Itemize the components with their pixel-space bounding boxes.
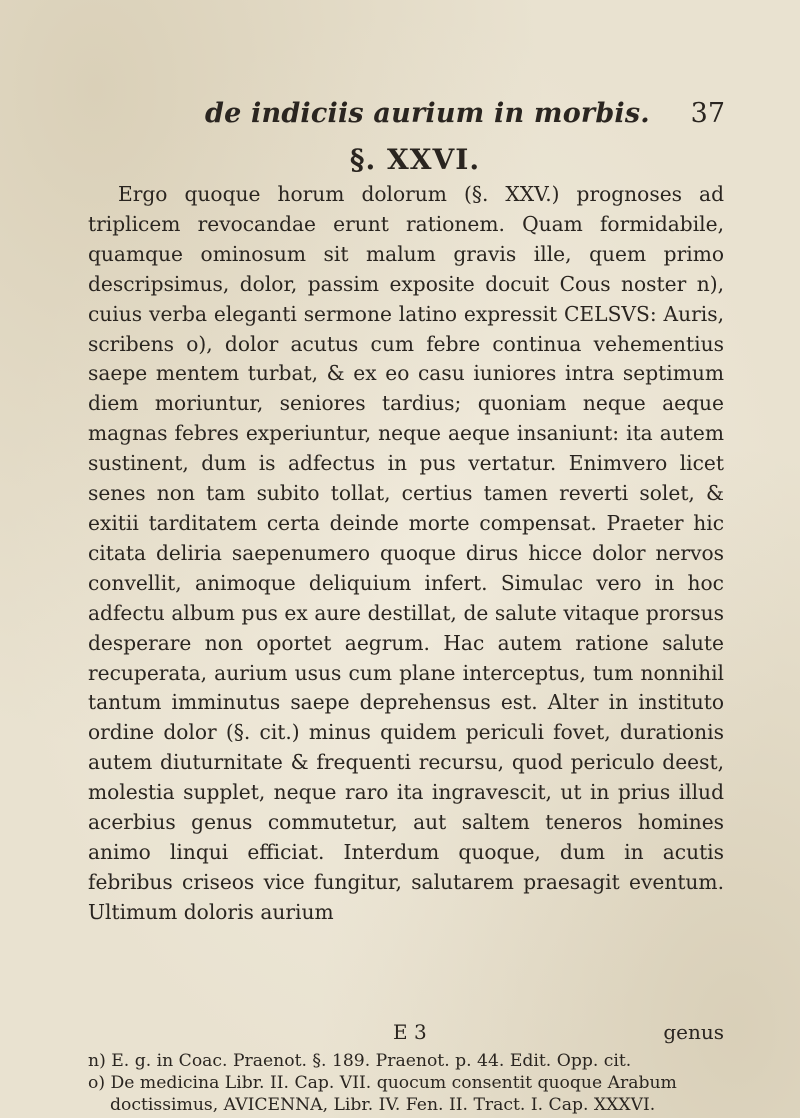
running-head [205, 98, 725, 138]
body-paragraph: Ergo quoque horum dolorum (§. XXV.) prognoses ad triplicem revocandae erunt rationem. Quam formidabile, quamque ominosum sit malum gravis ille, quem primo descripsimus, dolor, passim exposite docuit Cous noster n), cuius verba eleganti sermone latino expressit CELSVS: Auris, scribens o), dolor acutus cum febre continua vehementius saepe mentem turbat, & ex eo casu iuniores intra septimum diem moriuntur, seniores tardius; quoniam neque aeque magnas febres experiuntur, neque aeque insaniunt: ita autem sustinent, dum is adfectus in pus vertatur. Enimvero licet senes non tam subito tollat, certius tamen reverti solet, & exitii tarditatem certa deinde morte compensat. Praeter hic citata deliria saepenumero quoque dirus hicce dolor nervos convellit, animoque deliquium infert. Simulac vero in hoc adfectu album pus ex aure destillat, de salute vitaque prorsus desperare non oportet aegrum. Hac autem ratione salute recuperata, aurium usus cum plane interceptus, tum nonnihil tantum imminutus saepe deprehensus est. Alter in instituto ordine dolor (§. cit.) minus quidem periculi fovet, durationis autem diuturnitate & frequenti recursu, quod periculo deest, molestia supplet, neque raro ita ingravescit, ut in prius illud acerbius genus commutetur, aut saltem teneros homines animo linqui efficiat. Interdum quoque, dum in acutis febribus criseos vice fungitur, salutarem praesagit eventum. Ultimum doloris aurium [88, 182, 724, 924]
section-heading: §. XXVI. [349, 143, 481, 176]
catchline [88, 1020, 724, 1050]
footnote-o: o) De medicina Libr. II. Cap. VII. quocum consentit quoque Arabum doctissimus, AVICENNA, Libr. IV. Fen. II. Tract. I. Cap. XXXVI. [88, 1073, 677, 1115]
page-number: 37 [690, 98, 725, 129]
catchword: genus [663, 1020, 724, 1044]
footnote-n: n) E. g. in Coac. Praenot. §. 189. Praenot. p. 44. Edit. Opp. cit. [88, 1051, 632, 1071]
signature-mark: E 3 [393, 1020, 427, 1044]
running-title: de indiciis aurium in morbis. [205, 98, 650, 129]
footnotes [88, 1050, 728, 1116]
